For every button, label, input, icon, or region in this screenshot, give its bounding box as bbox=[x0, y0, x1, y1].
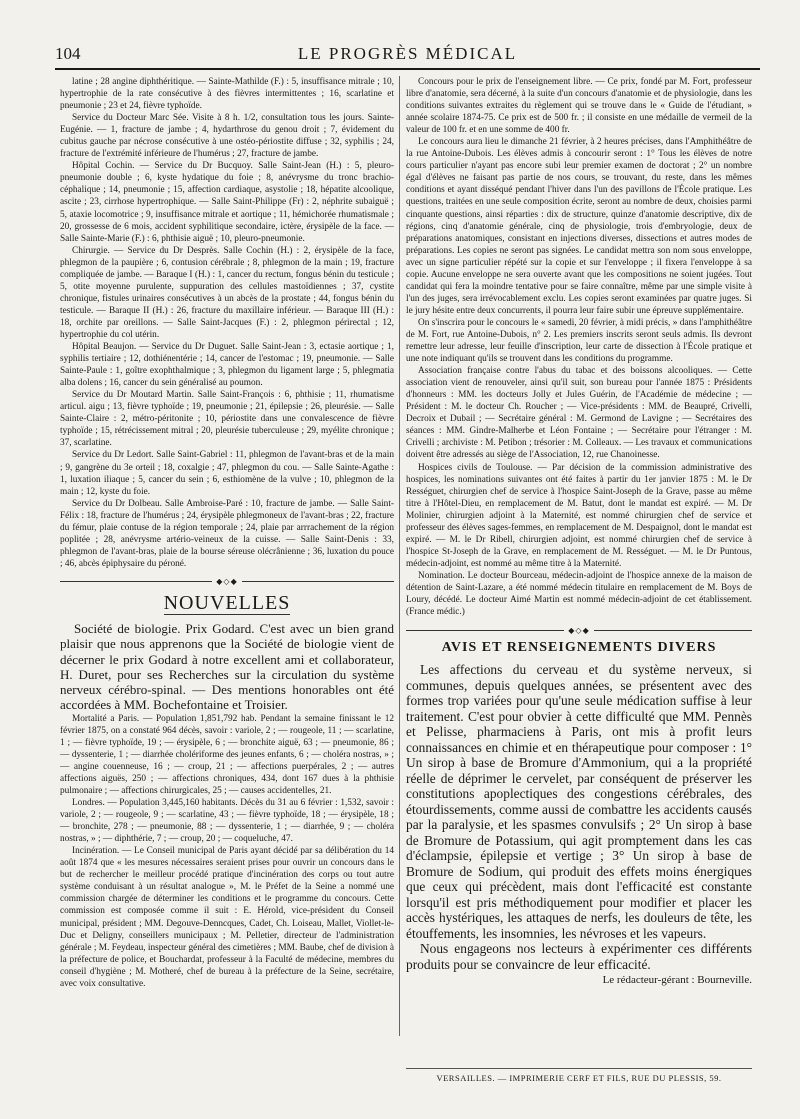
avis-heading: AVIS ET RENSEIGNEMENTS DIVERS bbox=[441, 640, 717, 656]
avis-paragraph: Nous engageons nos lecteurs à expérimenter ces différents produits pour se convaincre de leur efficacité. bbox=[406, 941, 752, 972]
hospital-report-paragraph: Service du Docteur Marc Sée. Visite à 8 h. 1/2, consultation tous les jours. Sainte-Eugénie. — 1, fracture de jambe ; 4, hydarthrose du genou droit ; 7, évidement du cubitus gauche par nécrose consécutive à une ostéo-périostite diffuse ; 32, syphilis ; 24, fracture de l'extrémité inférieure de l'humérus ; 27, fracture de jambe. bbox=[60, 113, 394, 160]
news-paragraph: Concours pour le prix de l'enseignement libre. — Ce prix, fondé par M. Fort, professeur libre d'anatomie, sera décerné, à la suite d'un concours d'anatomie et de physiologie, dans les conditions suivantes extraites du règlement qui se trouve dans le « Guide de l'étudiant, » année scolaire 1874-75. Ce prix est de 500 fr. ; il consiste en une médaille de vermeil de la valeur de 100 fr. et en une somme de 400 fr. bbox=[406, 77, 752, 136]
hospital-report-paragraph: latine ; 28 angine diphthéritique. — Sainte-Mathilde (F.) : 5, insuffisance mitrale ; 10, hypertrophie de la rate consécutive à des fièvres intermittentes ; 16, scarlatine et pneumonie ; 23 et 24, fièvre typhoïde. bbox=[60, 77, 394, 112]
news-paragraph: Hospices civils de Toulouse. — Par décision de la commission administrative des hospices, les nominations suivantes ont été faites à partir du 1er janvier 1875 : M. le Dr Rességuet, chirurgien chef de service à l'hospice Saint-Joseph de la Grave, passe au même titre à l'Hôtel-Dieu, en remplacement de M. Batut, dont le mandat est expiré. — M. Dr Molinier, chirurgien adjoint à la Maternité, est nommé chirurgien chef de service et professeur des élèves sages-femmes, en remplacement de M. Despaignol, dont le mandat est expiré. — M. le Dr Ribell, chirurgien adjoint, est nommé chirurgien chef de service à l'hospice St-Joseph de la Grave, en remplacement de M. Rességuet. — M. le Dr Puntous, médecin-adjoint, est nommé au même titre à la Maternité. bbox=[406, 462, 752, 569]
nouvelles-lead-paragraph: Société de biologie. Prix Godard. C'est avec un bien grand plaisir que nous apprenons que la Société de biologie vient de décerner le prix Godard à notre excellent ami et collaborateur, H. Duret, pour ses Recherches sur la circulation du système nerveux cérébro-spinal. — Des mentions honorables ont été accordées à MM. Bochefontaine et Troisier. bbox=[60, 620, 394, 713]
news-paragraph: Le concours aura lieu le dimanche 21 février, à 2 heures précises, dans l'Amphithéâtre de la rue Antoine-Dubois. Les élèves admis à concourir seront : 1° Tous les élèves de notre cours particulier n'ayant pas encore subi leur premier examen de doctorat ; 2° un nombre égal d'élèves ne faisant pas partie de nos cours, se trouvant, du reste, dans les mêmes conditions et ayant disséqué pendant l'hiver dans l'un des pavillons de l'École pratique. Les questions, traitées en une seule composition écrite, seront au nombre de deux, choisies parmi cinquante questions, ainsi réparties : dix de structure, quinze d'anatomie descriptive, dix de régions, cinq d'anatomie générale, cinq de physiologie, trois d'embryologie, deux de préparations anatomiques, consistant en injections diverses, dissections et autres modes de préparations. Les copies ne seront pas signées. Le candidat mettra son nom sous enveloppe, avec un signe particulier répété sur la copie et sur l'enveloppe ; il fixera l'enveloppe à sa copie. Aucune enveloppe ne sera ouverte avant que les compositions ne soient jugées. Tout candidat qui fera la moindre tentative pour se faire connaître, même par une simple visite à l'un des juges, sera irrévocablement exclu. Les copies seront examinées par quatre juges. Si le jury hésite entre deux concurrents, il pourra leur faire subir une épreuve supplémentaire. bbox=[406, 137, 752, 316]
news-paragraph: Incinération. — Le Conseil municipal de Paris ayant décidé par sa délibération du 14 août 1874 que « les mesures nécessaires seraient prises pour ouvrir un concours dans le but de rechercher le meilleur procédé pratique d'incinération des corps ou tout autre système conduisant à un résultat analogue », M. le Préfet de la Seine a nommé une commission chargée de déterminer les conditions et le programme du concours. Cette commission est composée comme il suit : E. Hérold, vice-président du Conseil municipal, président ; MM. Degouve-Denncques, Cadet, Ch. Loiseau, Mallet, Viollet-le-Duc et Deligny, conseillers municipaux ; M. Pelletier, directeur de l'administration générale ; M. Feydeau, inspecteur général des cimetières ; MM. Baube, chef de division à la préfecture de police, et Bouchardat, professeur à la Faculté de médecine, membres du conseil d'hygiène ; M. Motheré, chef de bureau à la préfecture de la Seine, secrétaire, avec voix consultative. bbox=[60, 846, 394, 989]
news-paragraph: On s'inscrira pour le concours le « samedi, 20 février, à midi précis, » dans l'amphithéâtre de M. Fort, rue Antoine-Dubois, n° 2. Les premiers inscrits seront seuls admis. Ils devront remettre leur adresse, leur feuille d'inscription, leur carte de dissection à l'École pratique et une note indiquant qu'ils se trouvent dans les conditions du programme. bbox=[406, 317, 752, 365]
section-separator: ◆◇◆ bbox=[60, 576, 394, 588]
page-number: 104 bbox=[55, 44, 81, 63]
hospital-report-paragraph: Hôpital Cochin. — Service du Dr Bucquoy. Salle Saint-Jean (H.) : 5, pleuro-pneumonie double ; 6, kyste hydatique du foie ; 8, anévrysme du tronc brachio-céphalique ; 14, pneumonie ; 15, affection cardiaque, asystolie ; 18, hépatite alcoolique, ascite ; 23, cirrhose hypertrophique. — Salle Saint-Philippe (Fr) : 2, néphrite subaiguë ; 5, ataxie locomotrice ; 9, insuffisance mitrale et aortique ; 11, hémichorée rhumatismale ; 20, grossesse de 6 mois, accident syphilitique secondaire, ictère, érysipèle de la face. — Salle Sainte-Marie (F.) : 6, phthisie aiguë ; 10, pleuro-pneumonie. bbox=[60, 161, 394, 244]
hospital-report-paragraph: Chirurgie. — Service du Dr Desprès. Salle Cochin (H.) : 2, érysipèle de la face, phlegmon de la paupière ; 6, contusion cérébrale ; 8, phlegmon de la main ; 19, fracture compliquée de jambe. — Baraque I (H.) : 1, cancer du rectum, fongus bénin du testicule ; 5, otite moyenne purulente, suppuration des cellules mastoïdiennes ; 37, cystite chronique, fistules urinaires consécutives à un abcès de la prostate ; 44, fongus bénin du testicule. — Baraque II (H.) : 26, fracture du maxillaire inférieur. — Baraque III (H.) : 18, orchite par oreillons. — Salle Saint-Jacques (F.) : 2, phlegmon périrectal ; 12, hypertrophie du col utérin. bbox=[60, 245, 394, 340]
section-separator: ◆◇◆ bbox=[406, 624, 752, 636]
news-paragraph: Mortalité a Paris. — Population 1,851,792 hab. Pendant la semaine finissant le 12 février 1875, on a constaté 964 décès, savoir : variole, 2 ; — rougeole, 11 ; — scarlatine, 1 ; — fièvre typhoïde, 19 ; — érysipèle, 6 ; — bronchite aiguë, 63 ; — pneumonie, 86 ; — dyssenterie, 1 ; — diarrhée cholériforme des jeunes enfants, 6 ; — choléra nostras, » ; — angine couenneuse, 16 ; — croup, 21 ; — affections puerpérales, 2 ; — autres affections aiguës, 250 ; — affections chroniques, 434, dont 167 dues à la phthisie pulmonaire ; — affections chirurgicales, 25 ; — causes accidentelles, 21. bbox=[60, 713, 394, 796]
news-paragraph: Association française contre l'abus du tabac et des boissons alcooliques. — Cette association vient de renouveler, ainsi qu'il suit, son bureau pour l'année 1875 : Présidents d'honneurs : MM. les docteurs Jolly et Jules Guérin, de l'Académie de médecine ; — Président : M. le docteur Ch. Roucher ; — Vice-présidents : MM. de Beaupré, Crivelli, Decroix et Dubail ; — Secrétaire général : M. Germond de Lavigne ; — Secrétaires des séances : MM. Gindre-Malherbe et Léon Fontaine ; — Secrétaire pour l'étranger : M. Crivelli ; archiviste : M. Petibon ; trésorier : M. Colleaux. — Les travaux et communications doivent être adressés au siège de l'Association, 12, rue Chanoinesse. bbox=[406, 366, 752, 461]
hospital-report-paragraph: Service du Dr Moutard Martin. Salle Saint-François : 6, phthisie ; 11, rhumatisme articul. aigu ; 13, fièvre typhoïde ; 19, pneumonie ; 21, épilepsie ; 26, pleurésie. — Salle Sainte-Claire : 2, métro-péritonite ; 10, périostite dans une convalescence de fièvre typhoïde ; 15, rétrécissement mitral ; 20, pleurésie tuberculeuse ; 29, myélite chronique ; 37, scarlatine. bbox=[60, 390, 394, 449]
hospital-report-paragraph: Service du Dr Ledort. Salle Saint-Gabriel : 11, phlegmon de l'avant-bras et de la main ; 9, gangrène du 3e orteil ; 18, coxalgie ; 47, phlegmon du cou. — Salle Sainte-Agathe : 1, luxation iliaque ; 5, cancer du sein ; 6, esthiomène de la vulve ; 10, phlegmon de la main ; 12, kyste du foie. bbox=[60, 450, 394, 497]
hospital-report-paragraph: Service du Dr Dolbeau. Salle Ambroise-Paré : 10, fracture de jambe. — Salle Saint-Félix : 18, fracture de l'humérus ; 24, érysipèle phlegmoneux de l'avant-bras ; 22, fracture du fémur, plaie contuse de la région temporale ; 24, plaie par arrrachement de la région poplitée ; 28, anévrysme artério-veineux de la cuisse. — Salle Saint-Denis : 33, phlegmon de l'avant-bras, plaie de la bourse séreuse olécrânienne ; 36, luxation du pouce ; 46, abcès épiphysaire du péroné. bbox=[60, 498, 394, 569]
right-column bbox=[406, 76, 752, 1066]
news-paragraph: Londres. — Population 3,445,160 habitants. Décès du 31 au 6 février : 1,532, savoir : variole, 2 ; — rougeole, 9 ; — scarlatine, 43 ; — fièvre typhoïde, 18 ; — érysipèle, 18 ; — bronchite, 278 ; — pneumonie, 88 ; — dyssenterie, 1 ; — diarrhée, 9 ; — choléra nostras, » ; — diphthérie, 7 ; — croup, 20 ; — coqueluche, 47. bbox=[60, 798, 394, 845]
avis-paragraph: Les affections du cerveau et du système nerveux, si communes, depuis quelques années, se présentent avec des formes trop variées pour qu'une seule médication suffise à leur traitement. C'est pour obvier à cette difficulté que MM. Pennès et Pelisse, pharmaciens à Paris, ont mis à profit leurs connaissances en chimie et en thérapeutique pour composer : 1° Un sirop à base de Bromure d'Ammonium, qui a la propriété réelle de déprimer le cervelet, par conséquent de préserver les constitutions apoplectiques des congestions cérébrales, des étourdissements, comme aussi de combattre les accidents causés par la paralysie, et les spasmes convulsifs ; 2° Un sirop à base de Bromure de Potassium, qui agit promptement dans les cas d'éclampsie, épilepsie et vertige ; 3° Un sirop à base de Bromure de Sodium, qui produit des effets moins énergiques que ceux qui précèdent, mais dont l'efficacité est constante lorsqu'il est pris méthodiquement pour modifier et placer les accès hystériques, les attaques de nerfs, les douleurs de tête, les étouffements, les insomnies, les névroses et les vapeurs. bbox=[406, 662, 752, 941]
news-paragraph: Nomination. Le docteur Bourceau, médecin-adjoint de l'hospice annexe de la maison de détention de Saint-Lazare, a été nommé médecin titulaire en remplacement de M. Boys de Loury, décédé. Le docteur Aimé Martin est nommé médecin-adjoint de cet établissement. (France médic.) bbox=[406, 570, 752, 618]
nouvelles-heading: NOUVELLES bbox=[163, 591, 291, 614]
column-divider bbox=[399, 76, 400, 1036]
page-header bbox=[55, 40, 760, 70]
printer-imprint: VERSAILLES. — IMPRIMERIE CERF ET FILS, RUE DU PLESSIS, 59. bbox=[406, 1068, 752, 1083]
editor-signature: Le rédacteur-gérant : Bourneville. bbox=[602, 974, 752, 987]
hospital-report-paragraph: Hôpital Beaujon. — Service du Dr Duguet. Salle Saint-Jean : 3, ectasie aortique ; 1, syphilis tertiaire ; 12, dothiénentérie ; 14, cancer de l'estomac ; 19, pneumonie. — Salle Sainte-Paule : 1, goître exophthalmique ; 3, phlegmon du ligament large ; 5, phlegmatia alba dolens ; 16, cancer du sein généralisé au poumon. bbox=[60, 342, 394, 389]
left-column bbox=[60, 76, 394, 1066]
journal-title: LE PROGRÈS MÉDICAL bbox=[297, 44, 518, 63]
